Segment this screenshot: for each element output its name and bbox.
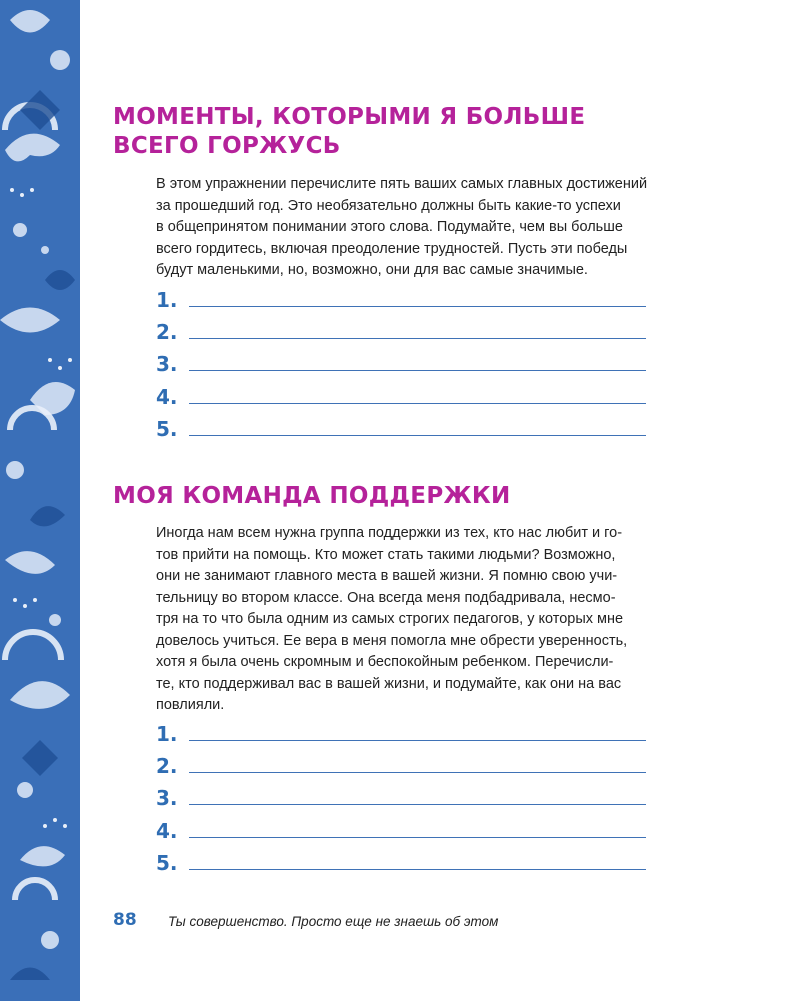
answer-line[interactable] (156, 819, 646, 851)
paragraph-line: тов прийти на помощь. Кто может стать такими людьми? Возможно, (156, 546, 616, 563)
paragraph-line: В этом упражнении перечислите пять ваших самых главных достижений (156, 176, 648, 192)
answer-line[interactable] (156, 352, 646, 384)
section-title-line: ВСЕГО ГОРЖУСЬ (113, 133, 341, 159)
writing-rule (189, 435, 646, 436)
paragraph-line: те, кто поддерживал вас в вашей жизни, и подумайте, как они на вас (156, 675, 622, 692)
line-number: 2. (156, 754, 178, 779)
paragraph-line: тря на то что была одним из самых строгих педагогов, у которых мне (156, 611, 624, 627)
writing-rule (189, 370, 646, 371)
line-number: 4. (156, 384, 178, 409)
paragraph-line: всего гордитесь, включая преодоление трудностей. Пусть эти победы (156, 240, 628, 257)
section-title-support-team: МОЯ КОМАНДА ПОДДЕРЖКИ (113, 483, 511, 509)
line-number: 5. (156, 416, 178, 441)
abstract-pattern-icon (0, 0, 80, 1001)
decorative-side-strip (0, 0, 80, 1001)
line-number: 3. (156, 786, 178, 811)
writing-rule (189, 338, 646, 339)
answer-line[interactable] (156, 786, 646, 818)
paragraph-line: довелось учиться. Ее вера в меня помогла мне обрести уверенность, (156, 632, 628, 649)
line-number: 1. (156, 288, 178, 312)
paragraph-line: тельницу во втором классе. Она всегда меня подбадривала, несмо- (156, 589, 616, 606)
answer-line[interactable] (156, 320, 646, 352)
section-paragraph-proud-moments (156, 174, 676, 282)
writing-rule (189, 869, 646, 870)
line-number: 4. (156, 818, 178, 843)
writing-rule (189, 306, 646, 307)
line-number: 5. (156, 850, 178, 875)
answer-line[interactable] (156, 754, 646, 786)
section-title-proud-moments (113, 103, 585, 161)
answer-line[interactable] (156, 722, 646, 754)
line-number: 2. (156, 320, 178, 345)
line-number: 1. (156, 722, 178, 746)
writing-rule (189, 403, 646, 404)
paragraph-line: хотя я была очень скромным и беспокойным ребенком. Перечисли- (156, 654, 614, 670)
writing-rule (189, 740, 646, 741)
paragraph-line: Иногда нам всем нужна группа поддержки из тех, кто нас любит и го- (156, 525, 623, 541)
answer-line[interactable] (156, 288, 646, 320)
answer-line[interactable] (156, 417, 646, 449)
section-paragraph-support-team (156, 523, 676, 717)
paragraph-line: за прошедший год. Это необязательно должны быть какие-то успехи (156, 197, 621, 214)
paragraph-line: повлияли. (156, 697, 225, 713)
writing-rule (189, 804, 646, 805)
line-number: 3. (156, 352, 178, 377)
paragraph-line: они не занимают главного места в вашей жизни. Я помню свою учи- (156, 568, 618, 584)
section-title-line: МОМЕНТЫ, КОТОРЫМИ Я БОЛЬШЕ (113, 104, 586, 130)
writing-rule (189, 772, 646, 773)
paragraph-line: в общепринятом понимании этого слова. Подумайте, чем вы больше (156, 219, 623, 235)
writing-rule (189, 837, 646, 838)
paragraph-line: будут маленькими, но, возможно, они для вас самые значимые. (156, 262, 588, 278)
answer-lines-support-team (156, 722, 646, 883)
running-footer-title: Ты совершенство. Просто еще не знаешь об этом (168, 914, 499, 929)
answer-line[interactable] (156, 385, 646, 417)
answer-line[interactable] (156, 851, 646, 883)
answer-lines-proud-moments (156, 288, 646, 449)
page-number: 88 (113, 910, 137, 930)
